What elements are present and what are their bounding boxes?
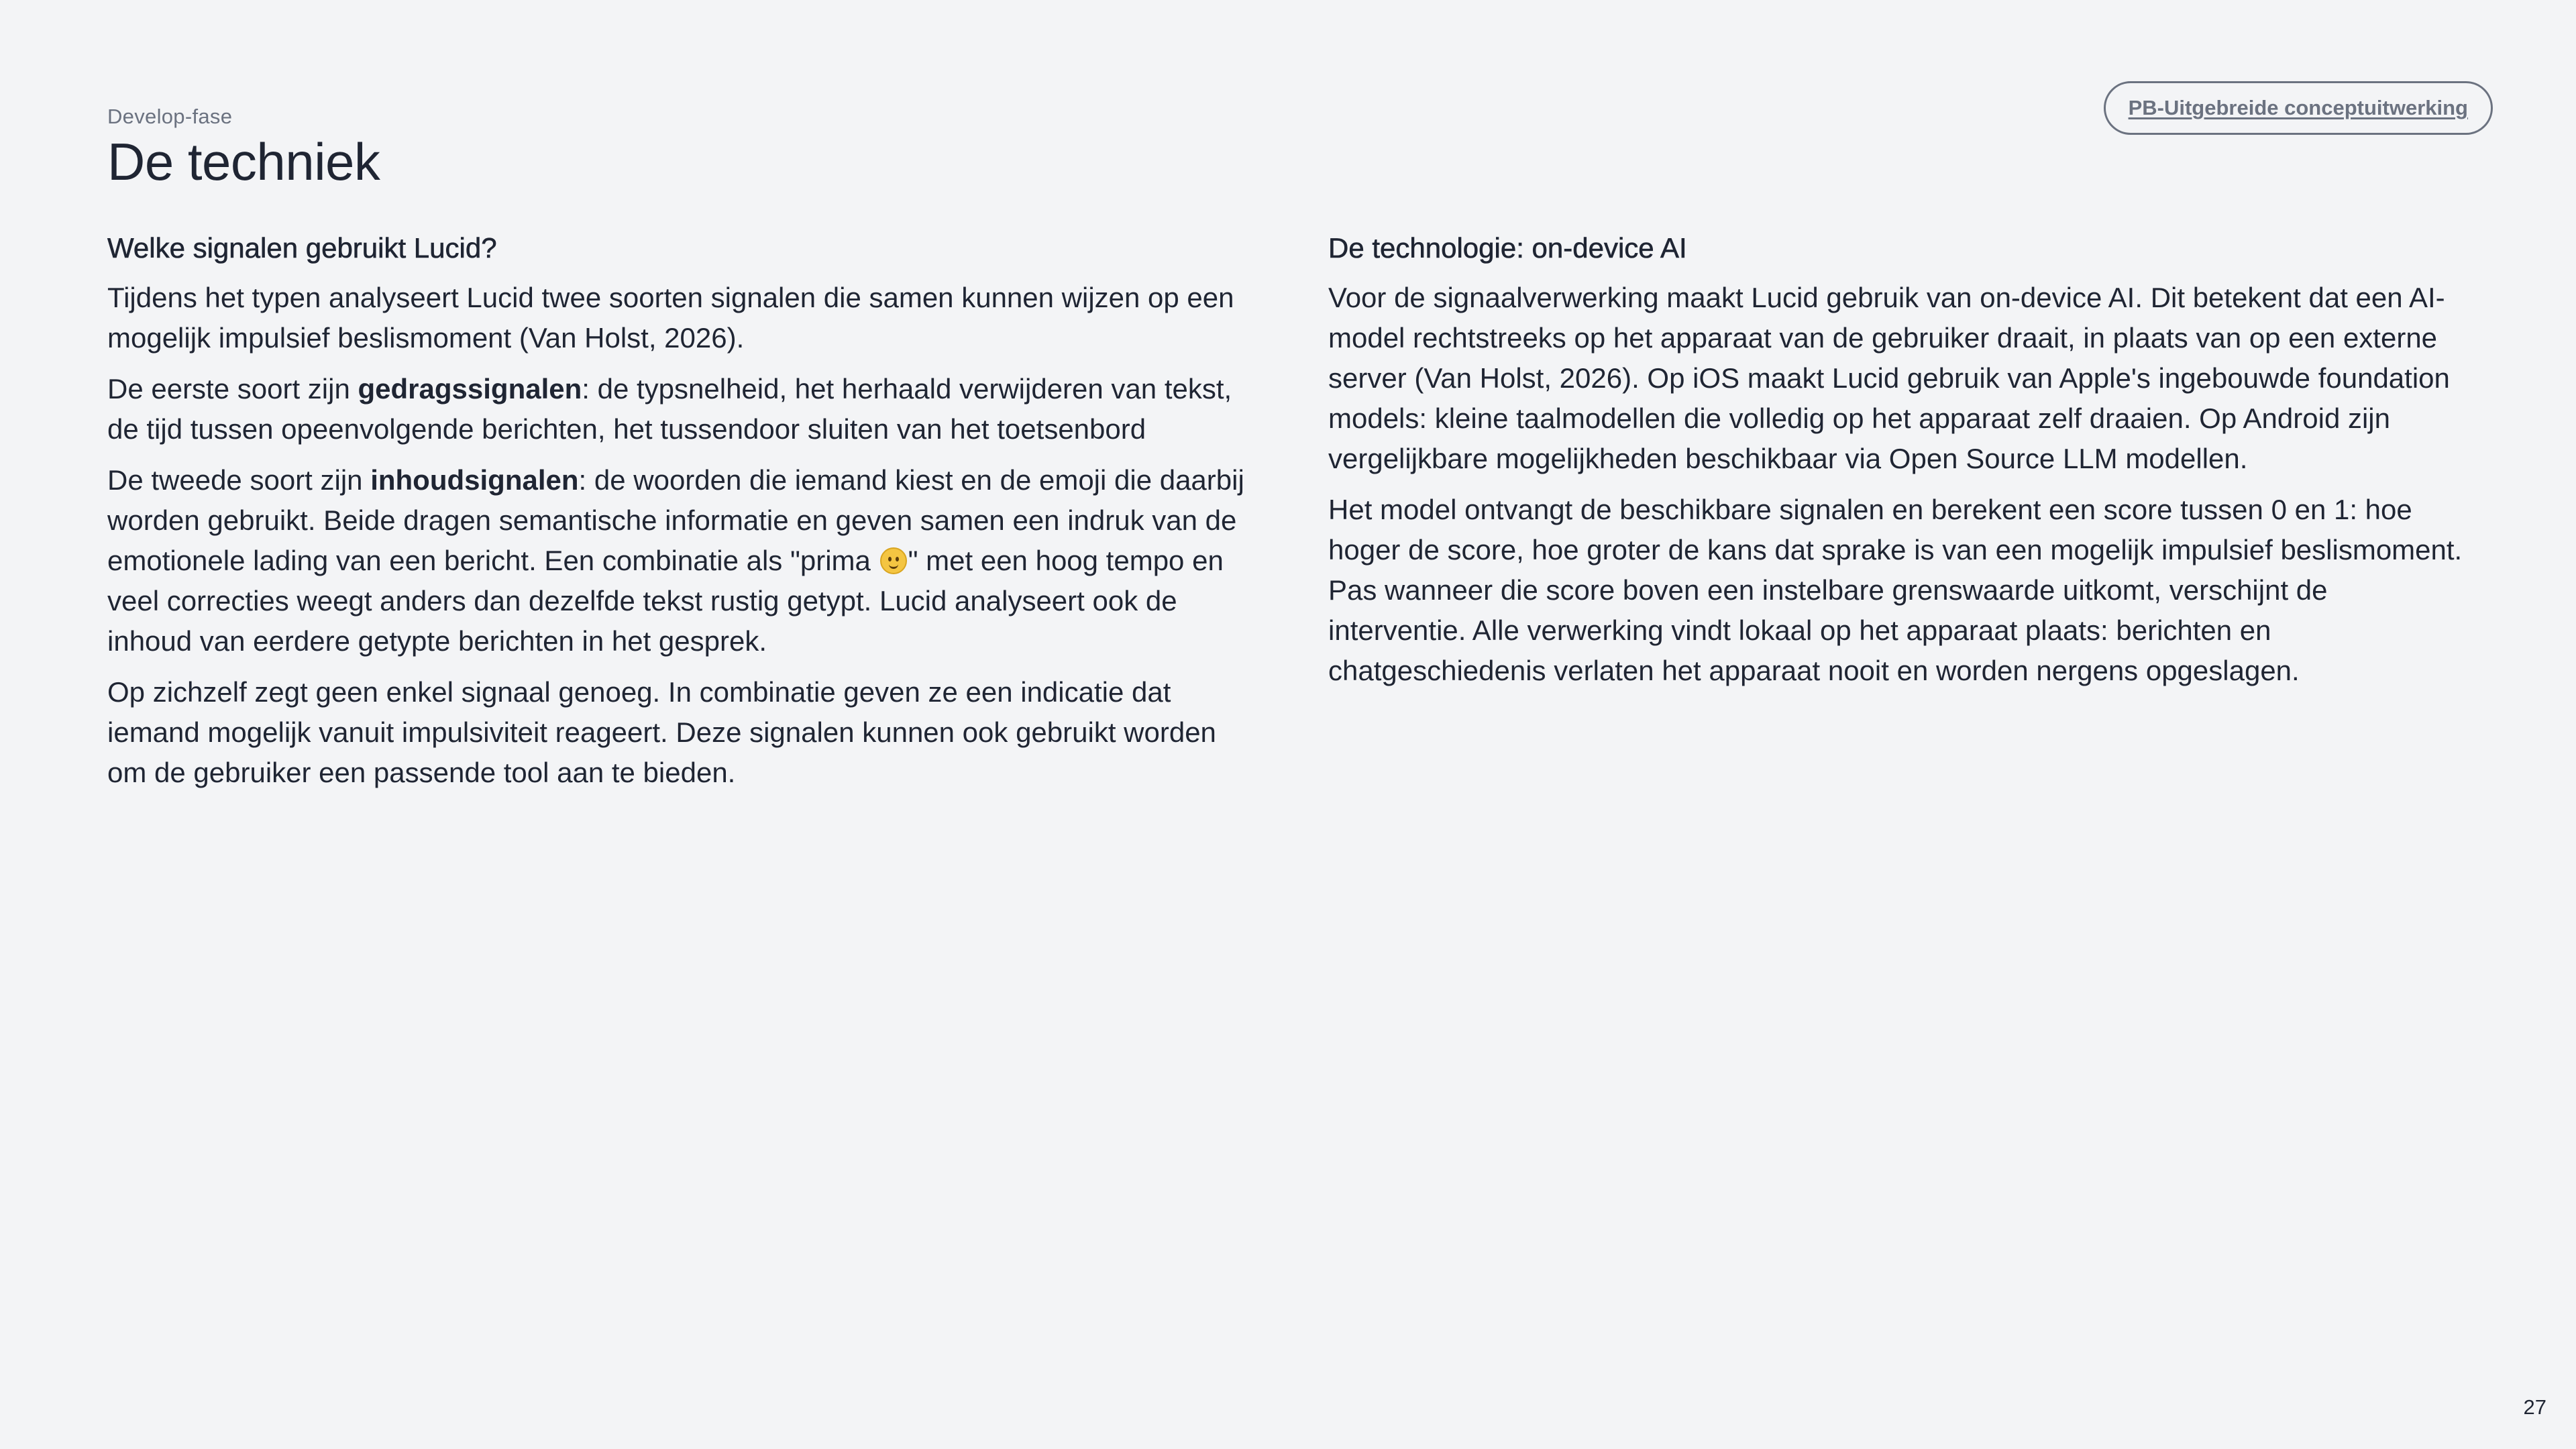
paragraph-model-score: Het model ontvangt de beschikbare signalen en berekent een score tussen 0 en 1: hoe hoger de score, hoe groter de kans dat sprake is van een mogelijk impulsief beslismoment. Pas wanneer die score boven een instelbare grenswaarde uitkomt, verschijnt de interventie. Alle verwerking vindt lokaal op het apparaat plaats: berichten en chatgeschiedenis verlaten het apparaat nooit en worden nergens opgeslagen. — [1328, 494, 2463, 686]
term-behavior-signals: gedragssignalen — [358, 373, 582, 405]
text-span: De tweede soort zijn — [107, 464, 371, 496]
paragraph-intro: Tijdens het typen analyseert Lucid twee soorten signalen die samen kunnen wijzen op een mogelijk impulsief beslismoment (Van Holst, 2026). — [107, 282, 1234, 354]
text-span: " met een hoog tempo en veel correcties weegt anders dan dezelfde tekst rustig getypt. Lucid analyseert ook de inhoud van eerdere getypte berichten in het gesprek. — [107, 545, 1224, 657]
paragraph-conclusion: Op zichzelf zegt geen enkel signaal genoeg. In combinatie geven ze een indicatie dat iemand mogelijk vanuit impulsiviteit reageert. Deze signalen kunnen ook gebruikt worden om de gebruiker een passende tool aan te bieden. — [107, 676, 1216, 788]
term-content-signals: inhoudsignalen — [370, 464, 579, 496]
left-column — [107, 229, 1248, 804]
reference-link-button[interactable]: PB-Uitgebreide conceptuitwerking — [2104, 81, 2493, 135]
paragraph-behavior-signals — [107, 369, 1248, 449]
paragraph-on-device-ai: Voor de signaalverwerking maakt Lucid gebruik van on-device AI. Dit betekent dat een AI-model rechtstreeks op het apparaat van de gebruiker draait, in plaats van op een externe server (Van Holst, 2026). Op iOS maakt Lucid gebruik van Apple's ingebouwde foundation models: kleine taalmodellen die volledig op het apparaat zelf draaien. Op Android zijn vergelijkbare mogelijkheden beschikbaar via Open Source LLM modellen. — [1328, 282, 2450, 474]
section-label: Develop-fase — [107, 105, 233, 128]
text-span: : de typsnelheid, het herhaald verwijderen van tekst, de tijd tussen opeenvolgende berichten, het tussendoor sluiten van het toetsenbord — [107, 373, 1232, 445]
text-span: : de woorden die iemand kiest en de emoji die daarbij worden gebruikt. Beide dragen semantische informatie en geven samen een indruk van de emotionele lading van een bericht. Een combinatie als "prima — [107, 464, 1244, 576]
page-title: De techniek — [107, 132, 380, 191]
paragraph-content-signals — [107, 460, 1248, 661]
right-column — [1328, 229, 2469, 702]
left-column-heading: Welke signalen gebruikt Lucid? — [107, 232, 497, 264]
text-span: De eerste soort zijn — [107, 373, 358, 405]
right-column-heading: De technologie: on-device AI — [1328, 232, 1687, 264]
page-number: 27 — [2523, 1395, 2546, 1419]
smiling-face-emoji-icon — [880, 547, 907, 574]
